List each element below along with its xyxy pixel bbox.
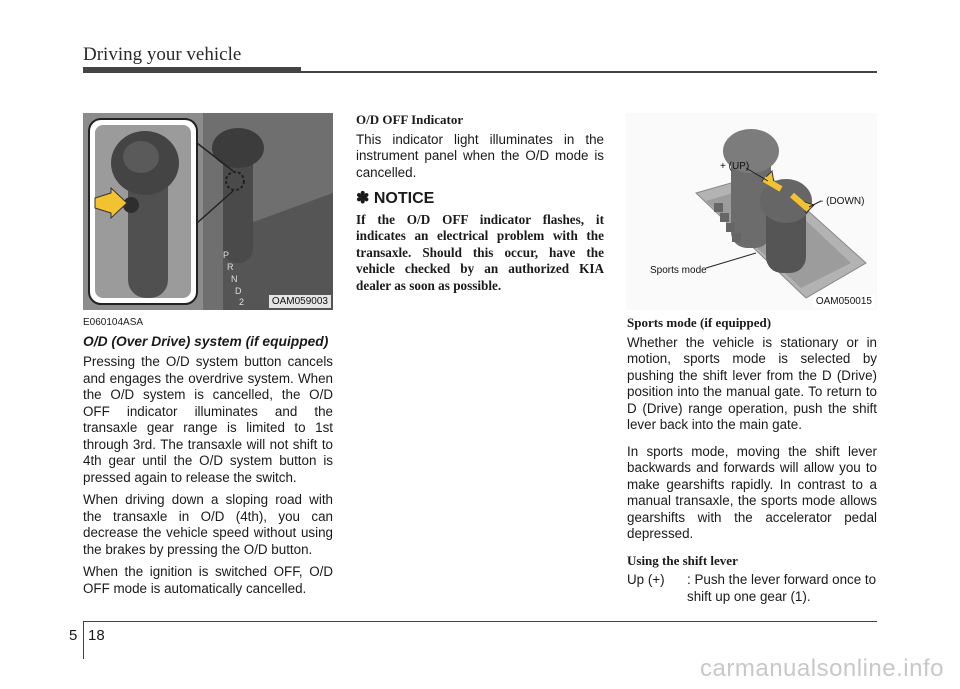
left-column (83, 315, 333, 603)
paragraph: In sports mode, moving the shift lever backwards and forwards will allow you to make gearshifts rapidly. In contrast to a manual transaxle, the sports mode allows gearshifts with the accelerator pedal depressed. (627, 443, 877, 541)
figure-od-button (83, 113, 333, 310)
paragraph: When the ignition is switched OFF, O/D OFF mode is automatically cancelled. (83, 564, 333, 596)
gear-letter: P (223, 250, 230, 260)
footer-divider (83, 621, 84, 659)
list-item (627, 572, 877, 605)
right-column (627, 315, 877, 605)
indicator-heading: O/D OFF Indicator (356, 112, 464, 127)
gear-letter: N (231, 274, 238, 284)
notice-title: ✽ NOTICE (356, 190, 435, 207)
gear-letter: 2 (239, 297, 245, 307)
page-title: Driving your vehicle (83, 44, 242, 65)
shift-lever-heading: Using the shift lever (627, 552, 738, 568)
paragraph: This indicator light illuminates in the instrument panel when the O/D mode is cancelled. (356, 131, 604, 180)
gear-letter: R (227, 262, 234, 272)
middle-column (356, 112, 604, 300)
section-title: O/D (Over Drive) system (if equipped) (83, 333, 329, 349)
figure-code: OAM059003 (269, 295, 331, 308)
section-number: 5 (69, 627, 78, 644)
paragraph: When driving down a sloping road with the transaxle in O/D (4th), you can decrease the vehicle speed without using the brakes by pressing the O/D button. (83, 492, 333, 557)
section-code: E060104ASA (83, 317, 144, 328)
sports-mode-heading: Sports mode (if equipped) (627, 315, 772, 330)
gear-letter: D (235, 286, 242, 296)
label-sports-mode: Sports mode (650, 265, 707, 276)
paragraph: Whether the vehicle is stationary or in motion, sports mode is selected by pushing the shift lever from the D (Drive) position into the manual gate. To return to D (Drive) range operation, push the shift lever back into the main gate. (627, 334, 877, 432)
page-number: 18 (88, 627, 105, 644)
figure-sports-mode (626, 113, 877, 310)
header-rule-thin (83, 71, 877, 73)
label-up: + (UP) (720, 161, 750, 172)
figure-code: OAM050015 (813, 295, 875, 308)
watermark: carmanualsonline.info (700, 655, 944, 682)
notice-text: If the O/D OFF indicator flashes, it indicates an electrical problem with the transaxle. Should this occur, have the vehicle checked by an authorized KIA dealer as soon as possible. (356, 211, 604, 293)
footer-rule (83, 621, 877, 622)
list-value: : Push the lever forward once to shift up one gear (1). (687, 572, 877, 604)
paragraph: Pressing the O/D system button cancels and engages the overdrive system. When the O/D system is cancelled, the O/D OFF indicator illuminates and the transaxle gear range is limited to 1st through 3rd. The transaxle will not shift to 4th gear until the O/D system button is pressed again to release the switch. (83, 354, 333, 485)
list-key: Up (+) (627, 572, 665, 587)
label-down: - (DOWN) (820, 196, 865, 207)
